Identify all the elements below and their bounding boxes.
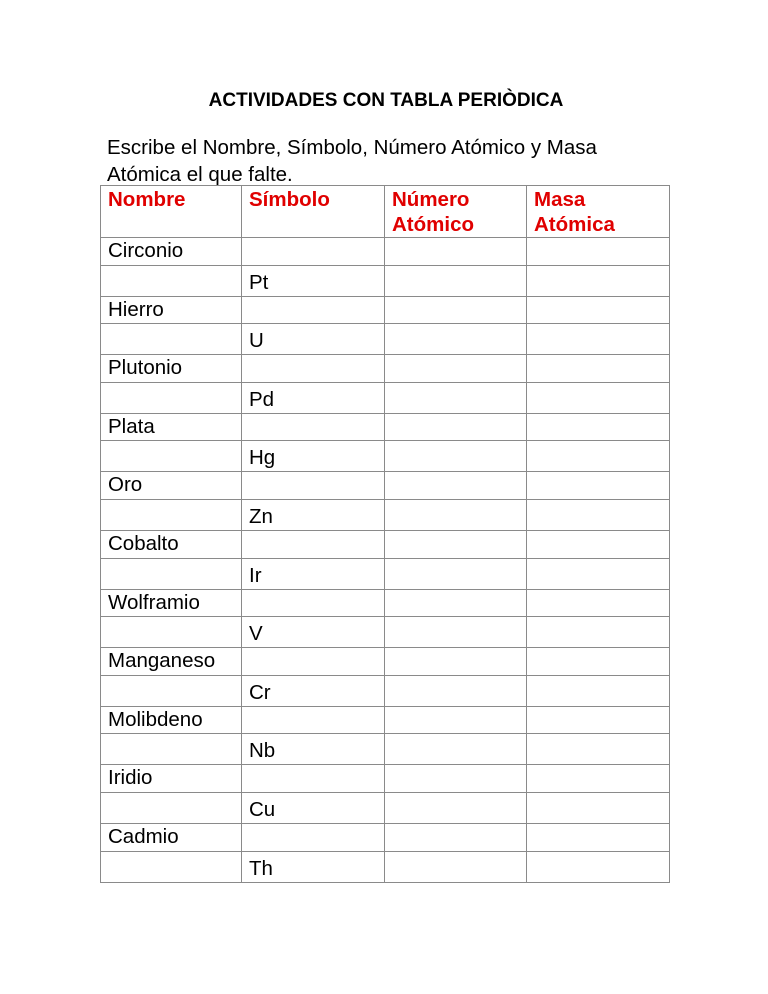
header-simbolo: Símbolo bbox=[242, 186, 385, 238]
table-header-row bbox=[101, 186, 670, 238]
numero-atomico-cell bbox=[385, 734, 527, 765]
masa-atomica-cell bbox=[527, 589, 670, 617]
numero-atomico-cell bbox=[385, 851, 527, 882]
simbolo-cell: Th bbox=[242, 851, 385, 882]
masa-atomica-cell bbox=[527, 675, 670, 706]
masa-atomica-cell bbox=[527, 441, 670, 472]
numero-atomico-cell bbox=[385, 765, 527, 793]
table-row bbox=[101, 238, 670, 266]
masa-atomica-cell bbox=[527, 734, 670, 765]
nombre-cell: Manganeso bbox=[101, 648, 242, 676]
header-numero-atomico: Número Atómico bbox=[385, 186, 527, 238]
numero-atomico-cell bbox=[385, 648, 527, 676]
masa-atomica-cell bbox=[527, 823, 670, 851]
table-row bbox=[101, 265, 670, 296]
nombre-cell bbox=[101, 324, 242, 355]
numero-atomico-cell bbox=[385, 238, 527, 266]
masa-atomica-cell bbox=[527, 296, 670, 324]
numero-atomico-cell bbox=[385, 413, 527, 441]
numero-atomico-cell bbox=[385, 558, 527, 589]
masa-atomica-cell bbox=[527, 382, 670, 413]
table-row bbox=[101, 472, 670, 500]
nombre-cell: Molibdeno bbox=[101, 706, 242, 734]
simbolo-cell bbox=[242, 823, 385, 851]
numero-atomico-cell bbox=[385, 706, 527, 734]
table-row bbox=[101, 734, 670, 765]
table-row bbox=[101, 382, 670, 413]
numero-atomico-cell bbox=[385, 675, 527, 706]
header-nombre: Nombre bbox=[101, 186, 242, 238]
simbolo-cell bbox=[242, 296, 385, 324]
table-row bbox=[101, 648, 670, 676]
masa-atomica-cell bbox=[527, 265, 670, 296]
nombre-cell: Hierro bbox=[101, 296, 242, 324]
masa-atomica-cell bbox=[527, 530, 670, 558]
masa-atomica-cell bbox=[527, 558, 670, 589]
table-row bbox=[101, 530, 670, 558]
simbolo-cell: V bbox=[242, 617, 385, 648]
nombre-cell bbox=[101, 851, 242, 882]
simbolo-cell bbox=[242, 472, 385, 500]
simbolo-cell bbox=[242, 765, 385, 793]
nombre-cell bbox=[101, 617, 242, 648]
simbolo-cell bbox=[242, 238, 385, 266]
masa-atomica-cell bbox=[527, 355, 670, 383]
nombre-cell: Cobalto bbox=[101, 530, 242, 558]
numero-atomico-cell bbox=[385, 792, 527, 823]
table-row bbox=[101, 296, 670, 324]
masa-atomica-cell bbox=[527, 765, 670, 793]
masa-atomica-cell bbox=[527, 238, 670, 266]
simbolo-cell: Pd bbox=[242, 382, 385, 413]
simbolo-cell bbox=[242, 530, 385, 558]
numero-atomico-cell bbox=[385, 823, 527, 851]
nombre-cell: Wolframio bbox=[101, 589, 242, 617]
numero-atomico-cell bbox=[385, 472, 527, 500]
simbolo-cell: Ir bbox=[242, 558, 385, 589]
simbolo-cell bbox=[242, 355, 385, 383]
nombre-cell bbox=[101, 792, 242, 823]
numero-atomico-cell bbox=[385, 265, 527, 296]
simbolo-cell bbox=[242, 706, 385, 734]
masa-atomica-cell bbox=[527, 324, 670, 355]
instructions: Escribe el Nombre, Símbolo, Número Atómico y Masa Atómica el que falte. bbox=[107, 136, 597, 186]
table-row bbox=[101, 792, 670, 823]
nombre-cell bbox=[101, 558, 242, 589]
numero-atomico-cell bbox=[385, 589, 527, 617]
numero-atomico-cell bbox=[385, 617, 527, 648]
table-row bbox=[101, 851, 670, 882]
simbolo-cell bbox=[242, 413, 385, 441]
simbolo-cell bbox=[242, 648, 385, 676]
numero-atomico-cell bbox=[385, 499, 527, 530]
header-masa-atomica: Masa Atómica bbox=[527, 186, 670, 238]
nombre-cell: Circonio bbox=[101, 238, 242, 266]
nombre-cell: Iridio bbox=[101, 765, 242, 793]
nombre-cell bbox=[101, 441, 242, 472]
simbolo-cell bbox=[242, 589, 385, 617]
masa-atomica-cell bbox=[527, 413, 670, 441]
elements-table bbox=[100, 185, 670, 883]
nombre-cell: Cadmio bbox=[101, 823, 242, 851]
simbolo-cell: Pt bbox=[242, 265, 385, 296]
masa-atomica-cell bbox=[527, 617, 670, 648]
table-row bbox=[101, 441, 670, 472]
numero-atomico-cell bbox=[385, 296, 527, 324]
masa-atomica-cell bbox=[527, 472, 670, 500]
table-row bbox=[101, 558, 670, 589]
table-row bbox=[101, 413, 670, 441]
numero-atomico-cell bbox=[385, 355, 527, 383]
table-row bbox=[101, 823, 670, 851]
table-row bbox=[101, 675, 670, 706]
nombre-cell: Plutonio bbox=[101, 355, 242, 383]
simbolo-cell: Nb bbox=[242, 734, 385, 765]
masa-atomica-cell bbox=[527, 499, 670, 530]
masa-atomica-cell bbox=[527, 792, 670, 823]
masa-atomica-cell bbox=[527, 706, 670, 734]
masa-atomica-cell bbox=[527, 648, 670, 676]
nombre-cell bbox=[101, 675, 242, 706]
simbolo-cell: Hg bbox=[242, 441, 385, 472]
table-row bbox=[101, 589, 670, 617]
numero-atomico-cell bbox=[385, 530, 527, 558]
simbolo-cell: Cr bbox=[242, 675, 385, 706]
nombre-cell bbox=[101, 265, 242, 296]
table-row bbox=[101, 617, 670, 648]
table-row bbox=[101, 706, 670, 734]
nombre-cell bbox=[101, 499, 242, 530]
page-title: ACTIVIDADES CON TABLA PERIÒDICA bbox=[208, 90, 564, 111]
nombre-cell bbox=[101, 734, 242, 765]
table-row bbox=[101, 355, 670, 383]
table-row bbox=[101, 499, 670, 530]
table-row bbox=[101, 765, 670, 793]
nombre-cell bbox=[101, 382, 242, 413]
simbolo-cell: U bbox=[242, 324, 385, 355]
nombre-cell: Plata bbox=[101, 413, 242, 441]
numero-atomico-cell bbox=[385, 441, 527, 472]
nombre-cell: Oro bbox=[101, 472, 242, 500]
numero-atomico-cell bbox=[385, 382, 527, 413]
simbolo-cell: Cu bbox=[242, 792, 385, 823]
table-row bbox=[101, 324, 670, 355]
numero-atomico-cell bbox=[385, 324, 527, 355]
masa-atomica-cell bbox=[527, 851, 670, 882]
simbolo-cell: Zn bbox=[242, 499, 385, 530]
